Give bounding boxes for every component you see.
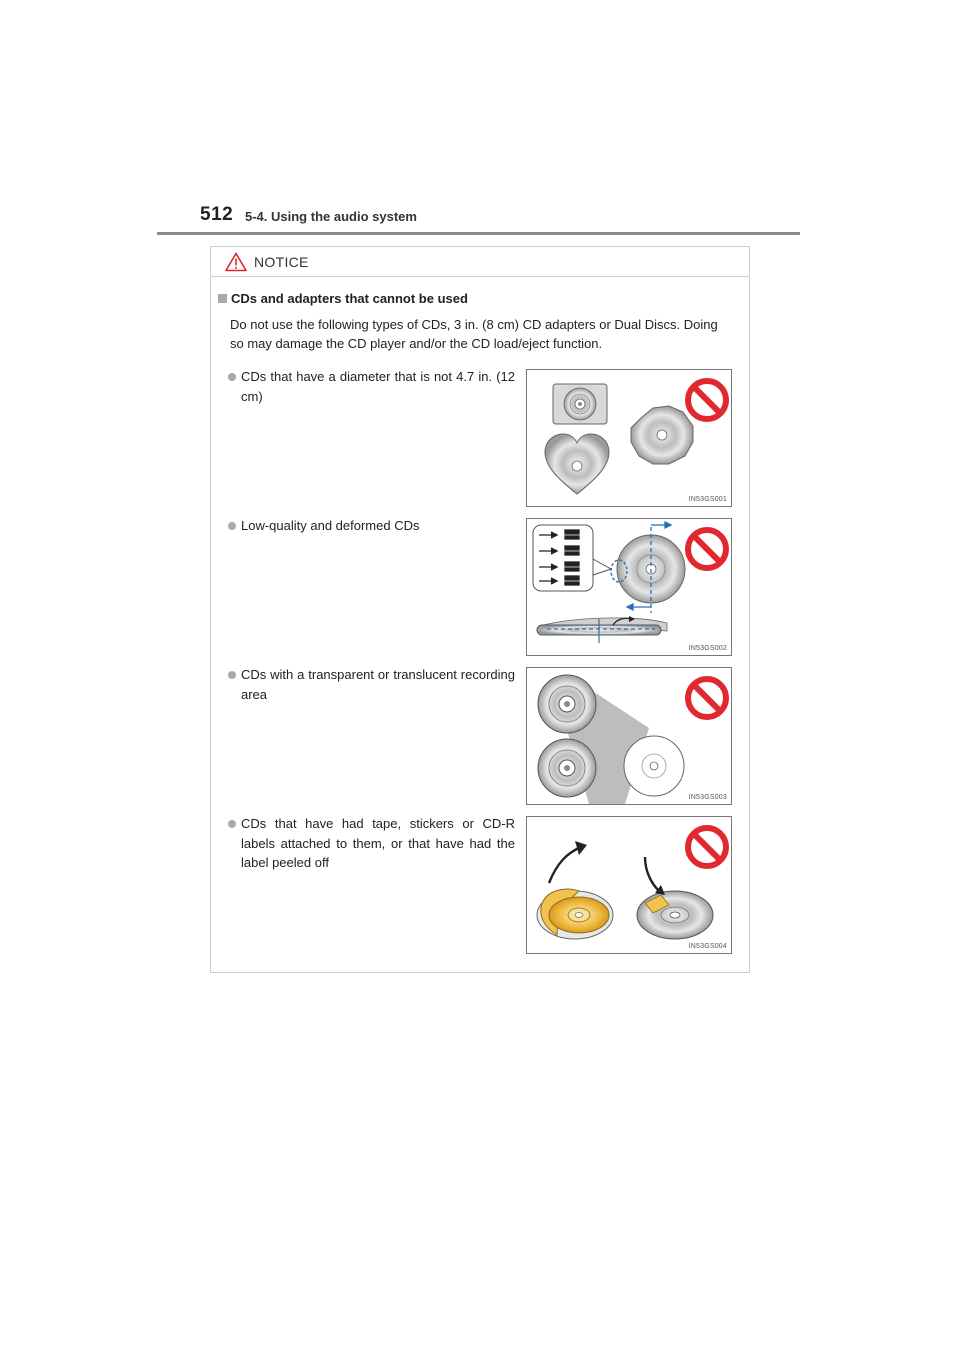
magnified-edge-callout <box>533 525 611 591</box>
list-item <box>228 516 515 536</box>
section-title: 5-4. Using the audio system <box>245 209 417 224</box>
warped-disc-side-icon <box>537 616 667 643</box>
taped-disc-icon <box>637 891 713 939</box>
intro-text: Do not use the following types of CDs, 3 in. (8 cm) CD adapters or Dual Discs. Doing so may damage the CD player and/or the CD load/eject function. <box>230 317 718 351</box>
disc-icon <box>538 675 596 733</box>
notice-box <box>210 246 750 973</box>
notice-header <box>211 247 749 277</box>
list-item <box>228 814 515 873</box>
figure-code: IN53GS003 <box>688 794 727 801</box>
prohibited-icon <box>688 679 726 717</box>
illustration-transparent-cds <box>526 667 732 805</box>
list-item-text: CDs that have had tape, stickers or CD-R labels attached to them, or that have had the label peeled off <box>241 816 515 870</box>
round-bullet-icon <box>228 522 236 530</box>
round-bullet-icon <box>228 671 236 679</box>
disc-icon <box>538 739 596 797</box>
page-header <box>200 204 800 234</box>
peeled-label-disc-icon <box>537 889 613 939</box>
square-bullet-icon <box>218 294 227 303</box>
figure-code: IN53GS001 <box>688 496 727 503</box>
list-item <box>228 367 515 406</box>
list-item <box>228 665 515 704</box>
list-item-text: CDs with a transparent or translucent recording area <box>241 667 515 702</box>
heart-cd-icon <box>545 434 609 494</box>
octagon-cd-icon <box>631 406 693 464</box>
prohibited-icon <box>688 828 726 866</box>
disc-top-icon <box>611 535 685 603</box>
illustration-deformed-cds <box>526 518 732 656</box>
list-item-text: Low-quality and deformed CDs <box>241 518 420 533</box>
illustration-odd-shaped-cds <box>526 369 732 507</box>
figure-code: IN53GS002 <box>688 645 727 652</box>
curved-arrow-icon <box>549 847 581 883</box>
transparent-disc-icon <box>624 736 684 796</box>
notice-title: NOTICE <box>254 254 309 270</box>
prohibited-icon <box>688 381 726 419</box>
figure-code: IN53GS004 <box>688 943 727 950</box>
page-number: 512 <box>200 204 234 225</box>
prohibited-icon <box>688 530 726 568</box>
curved-arrow-icon <box>645 857 659 891</box>
subheading-text: CDs and adapters that cannot be used <box>231 291 468 306</box>
square-cd-icon <box>553 384 607 424</box>
round-bullet-icon <box>228 820 236 828</box>
illustration-labeled-cds <box>526 816 732 954</box>
subheading <box>218 291 468 306</box>
warning-triangle-icon <box>225 252 247 272</box>
list-item-text: CDs that have a diameter that is not 4.7 in. (12 cm) <box>241 369 515 404</box>
round-bullet-icon <box>228 373 236 381</box>
header-rule <box>157 232 800 235</box>
